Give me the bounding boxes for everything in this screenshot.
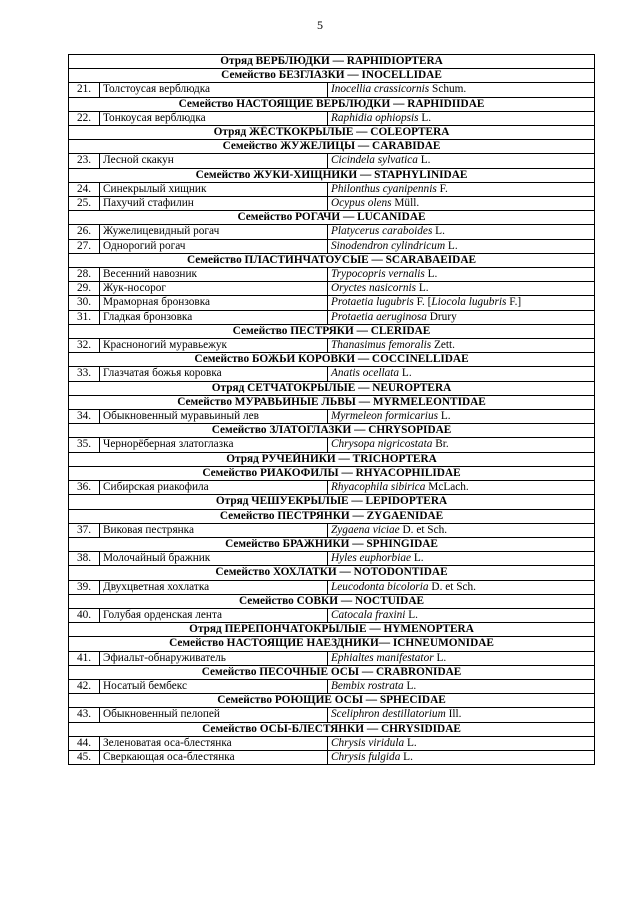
species-author: L.	[405, 608, 418, 621]
species-author: D. et Sch.	[399, 523, 448, 536]
latin-name: Catocala fraxini	[331, 608, 406, 621]
latin-name-cell	[328, 83, 595, 97]
species-number: 21.	[69, 83, 100, 97]
species-number: 33.	[69, 367, 100, 381]
species-row	[69, 282, 595, 296]
species-number: 31.	[69, 310, 100, 324]
russian-name: Носатый бембекс	[100, 679, 328, 693]
species-author: F. [	[413, 296, 432, 309]
latin-name: Cicindela sylvatica	[331, 154, 418, 167]
russian-name: Сверкающая оса-блестянка	[100, 750, 328, 764]
russian-name: Сибирская риакофила	[100, 481, 328, 495]
russian-name: Обыкновенный муравьиный лев	[100, 410, 328, 424]
species-number: 44.	[69, 736, 100, 750]
species-row	[69, 552, 595, 566]
latin-name: Platycerus caraboides	[331, 225, 433, 238]
latin-name-cell	[328, 310, 595, 324]
species-row	[69, 608, 595, 622]
russian-name: Голубая орденская лента	[100, 608, 328, 622]
russian-name: Эфиальт-обнаруживатель	[100, 651, 328, 665]
species-number: 35.	[69, 438, 100, 452]
latin-name: Thanasimus femoralis	[331, 339, 432, 352]
section-header: Семейство ПЕСТРЯКИ — CLERIDAE	[69, 324, 595, 338]
species-number: 38.	[69, 552, 100, 566]
species-row	[69, 708, 595, 722]
section-header-row	[69, 495, 595, 509]
latin-name: Sinodendron cylindricum	[331, 239, 446, 252]
species-row	[69, 651, 595, 665]
species-number: 24.	[69, 182, 100, 196]
species-row	[69, 750, 595, 764]
russian-name: Чернорёберная златоглазка	[100, 438, 328, 452]
species-author: L.	[424, 268, 438, 281]
section-header: Отряд ЧЕШУЕКРЫЛЫЕ — LEPIDOPTERA	[69, 495, 595, 509]
section-header-row	[69, 395, 595, 409]
species-author: L.	[400, 750, 413, 763]
latin-name: Protaetia lugubris	[331, 296, 414, 309]
species-author: L.	[418, 111, 432, 124]
section-header: Семейство МУРАВЬИНЫЕ ЛЬВЫ — MYRMELEONTIDAE	[69, 395, 595, 409]
species-author: L.	[399, 367, 412, 380]
latin-name-cell	[328, 736, 595, 750]
species-number: 36.	[69, 481, 100, 495]
latin-name-cell	[328, 750, 595, 764]
latin-name-cell	[328, 651, 595, 665]
species-table	[68, 54, 595, 765]
species-row	[69, 239, 595, 253]
section-header-row	[69, 381, 595, 395]
section-header: Отряд ПЕРЕПОНЧАТОКРЫЛЫЕ — HYMENOPTERA	[69, 623, 595, 637]
species-row	[69, 296, 595, 310]
section-header-row	[69, 466, 595, 480]
section-header: Семейство СОВКИ — NOCTUIDAE	[69, 594, 595, 608]
russian-name: Гладкая бронзовка	[100, 310, 328, 324]
latin-name: Oryctes nasicornis	[331, 282, 417, 295]
species-row	[69, 679, 595, 693]
species-author: Drury	[426, 310, 457, 323]
section-header-row	[69, 55, 595, 69]
latin-name-cell	[328, 225, 595, 239]
russian-name: Тонкоусая верблюдка	[100, 111, 328, 125]
latin-name: Trypocopris vernalis	[331, 268, 425, 281]
latin-name-cell	[328, 481, 595, 495]
species-row	[69, 580, 595, 594]
section-header-row	[69, 665, 595, 679]
species-author: D. et Sch.	[428, 580, 476, 593]
russian-name: Толстоусая верблюдка	[100, 83, 328, 97]
section-header: Семейство РИАКОФИЛЫ — RHYACOPHILIDAE	[69, 466, 595, 480]
section-header-row	[69, 637, 595, 651]
section-header: Семейство РОЮЩИЕ ОСЫ — SPHECIDAE	[69, 694, 595, 708]
species-author: L.	[438, 410, 451, 423]
species-author: Schum.	[429, 83, 467, 96]
latin-name: Zygaena viciae	[331, 523, 400, 536]
species-row	[69, 83, 595, 97]
latin-name: Ocypus olens	[331, 197, 392, 210]
section-header: Семейство НАСТОЯЩИЕ НАЕЗДНИКИ— ICHNEUMONIDAE	[69, 637, 595, 651]
species-author: McLach.	[425, 481, 469, 494]
species-row	[69, 182, 595, 196]
latin-name-cell	[328, 679, 595, 693]
section-header: Семейство ОСЫ-БЛЕСТЯНКИ — CHRYSIDIDAE	[69, 722, 595, 736]
species-row	[69, 481, 595, 495]
russian-name: Зеленоватая оса-блестянка	[100, 736, 328, 750]
latin-name-cell	[328, 182, 595, 196]
species-number: 40.	[69, 608, 100, 622]
species-row	[69, 111, 595, 125]
russian-name: Красноногий муравьежук	[100, 339, 328, 353]
russian-name: Жук-носорог	[100, 282, 328, 296]
section-header-row	[69, 594, 595, 608]
species-number: 26.	[69, 225, 100, 239]
species-author: L.	[404, 736, 417, 749]
species-number: 45.	[69, 750, 100, 764]
species-number: 29.	[69, 282, 100, 296]
species-number: 30.	[69, 296, 100, 310]
species-number: 32.	[69, 339, 100, 353]
latin-name-cell	[328, 268, 595, 282]
latin-name-cell	[328, 296, 595, 310]
latin-name: Chrysis viridula	[331, 736, 405, 749]
latin-name-cell	[328, 239, 595, 253]
section-header-row	[69, 353, 595, 367]
synonym-author: F.]	[506, 296, 522, 309]
section-header-row	[69, 623, 595, 637]
section-header: Семейство ПЕСОЧНЫЕ ОСЫ — CRABRONIDAE	[69, 665, 595, 679]
section-header-row	[69, 126, 595, 140]
latin-name: Leucodonta bicoloria	[331, 580, 429, 593]
latin-name: Philonthus cyanipennis	[331, 182, 437, 195]
latin-name: Chrysis fulgida	[331, 750, 401, 763]
section-header-row	[69, 324, 595, 338]
section-header: Отряд ЖЁСТКОКРЫЛЫЕ — COLEOPTERA	[69, 126, 595, 140]
latin-name-cell	[328, 523, 595, 537]
russian-name: Пахучий стафилин	[100, 197, 328, 211]
latin-name: Hyles euphorbiae	[331, 552, 411, 565]
species-author: Zett.	[431, 339, 455, 352]
section-header: Семейство НАСТОЯЩИЕ ВЕРБЛЮДКИ — RAPHIDIIDAE	[69, 97, 595, 111]
section-header-row	[69, 140, 595, 154]
latin-name-cell	[328, 339, 595, 353]
species-author: Br.	[432, 438, 449, 451]
species-author: L.	[403, 679, 417, 692]
species-row	[69, 154, 595, 168]
species-author: Müll.	[391, 197, 420, 210]
species-author: L.	[445, 239, 458, 252]
latin-name: Raphidia ophiopsis	[331, 111, 419, 124]
russian-name: Мраморная бронзовка	[100, 296, 328, 310]
russian-name: Обыкновенный пелопей	[100, 708, 328, 722]
russian-name: Глазчатая божья коровка	[100, 367, 328, 381]
species-author: L.	[417, 154, 431, 167]
species-number: 23.	[69, 154, 100, 168]
latin-name: Anatis ocellata	[331, 367, 400, 380]
section-header-row	[69, 253, 595, 267]
species-table-body	[69, 55, 595, 765]
species-number: 41.	[69, 651, 100, 665]
latin-name: Myrmeleon formicarius	[331, 410, 438, 423]
species-number: 39.	[69, 580, 100, 594]
species-number: 27.	[69, 239, 100, 253]
page-number: 5	[317, 18, 323, 32]
species-number: 25.	[69, 197, 100, 211]
russian-name: Весенний навозник	[100, 268, 328, 282]
species-author: L.	[433, 651, 447, 664]
species-row	[69, 225, 595, 239]
section-header: Семейство ПЕСТРЯНКИ — ZYGAENIDAE	[69, 509, 595, 523]
species-author: L.	[416, 282, 429, 295]
section-header-row	[69, 566, 595, 580]
section-header-row	[69, 537, 595, 551]
section-header: Семейство ЗЛАТОГЛАЗКИ — CHRYSOPIDAE	[69, 424, 595, 438]
section-header-row	[69, 168, 595, 182]
species-number: 28.	[69, 268, 100, 282]
russian-name: Лесной скакун	[100, 154, 328, 168]
species-row	[69, 367, 595, 381]
latin-name-cell	[328, 282, 595, 296]
latin-name: Chrysopa nigricostata	[331, 438, 433, 451]
latin-name-cell	[328, 438, 595, 452]
latin-name-cell	[328, 154, 595, 168]
section-header: Семейство ХОХЛАТКИ — NOTODONTIDAE	[69, 566, 595, 580]
section-header: Семейство ЖУКИ-ХИЩНИКИ — STAPHYLINIDAE	[69, 168, 595, 182]
species-row	[69, 523, 595, 537]
species-row	[69, 438, 595, 452]
section-header: Семейство БРАЖНИКИ — SPHINGIDAE	[69, 537, 595, 551]
russian-name: Жужелицевидный рогач	[100, 225, 328, 239]
latin-name-cell	[328, 367, 595, 381]
species-row	[69, 339, 595, 353]
section-header: Семейство ЖУЖЕЛИЦЫ — CARABIDAE	[69, 140, 595, 154]
latin-name: Bembix rostrata	[331, 679, 404, 692]
latin-name-cell	[328, 552, 595, 566]
species-author: L.	[411, 552, 424, 565]
species-row	[69, 736, 595, 750]
russian-name: Двухцветная хохлатка	[100, 580, 328, 594]
species-number: 37.	[69, 523, 100, 537]
russian-name: Молочайный бражник	[100, 552, 328, 566]
section-header-row	[69, 509, 595, 523]
species-author: Ill.	[445, 708, 462, 721]
section-header: Семейство ПЛАСТИНЧАТОУСЫЕ — SCARABAEIDAE	[69, 253, 595, 267]
latin-name: Inocellia crassicornis	[331, 83, 430, 96]
species-author: L.	[432, 225, 445, 238]
latin-name-cell	[328, 580, 595, 594]
section-header-row	[69, 97, 595, 111]
species-number: 42.	[69, 679, 100, 693]
latin-name: Rhyacophila sibirica	[331, 481, 426, 494]
section-header: Семейство РОГАЧИ — LUCANIDAE	[69, 211, 595, 225]
section-header: Отряд СЕТЧАТОКРЫЛЫЕ — NEUROPTERA	[69, 381, 595, 395]
latin-name-cell	[328, 111, 595, 125]
species-row	[69, 268, 595, 282]
latin-name-cell	[328, 410, 595, 424]
section-header-row	[69, 452, 595, 466]
section-header: Отряд РУЧЕЙНИКИ — TRICHOPTERA	[69, 452, 595, 466]
latin-name-cell	[328, 608, 595, 622]
species-row	[69, 197, 595, 211]
species-row	[69, 410, 595, 424]
russian-name: Виковая пестрянка	[100, 523, 328, 537]
section-header: Семейство БЕЗГЛАЗКИ — INOCELLIDAE	[69, 69, 595, 83]
species-row	[69, 310, 595, 324]
latin-name: Sceliphron destillatorium	[331, 708, 446, 721]
section-header-row	[69, 211, 595, 225]
latin-name-cell	[328, 197, 595, 211]
species-author: F.	[436, 182, 448, 195]
species-number: 22.	[69, 111, 100, 125]
section-header: Отряд ВЕРБЛЮДКИ — RAPHIDIOPTERA	[69, 55, 595, 69]
latin-name-cell	[328, 708, 595, 722]
section-header-row	[69, 69, 595, 83]
russian-name: Синекрылый хищник	[100, 182, 328, 196]
species-number: 43.	[69, 708, 100, 722]
section-header-row	[69, 424, 595, 438]
section-header: Семейство БОЖЬИ КОРОВКИ — COCCINELLIDAE	[69, 353, 595, 367]
russian-name: Однорогий рогач	[100, 239, 328, 253]
latin-synonym: Liocola lugubris	[431, 296, 507, 309]
section-header-row	[69, 694, 595, 708]
section-header-row	[69, 722, 595, 736]
species-number: 34.	[69, 410, 100, 424]
latin-name: Protaetia aeruginosa	[331, 310, 427, 323]
latin-name: Ephialtes manifestator	[331, 651, 434, 664]
